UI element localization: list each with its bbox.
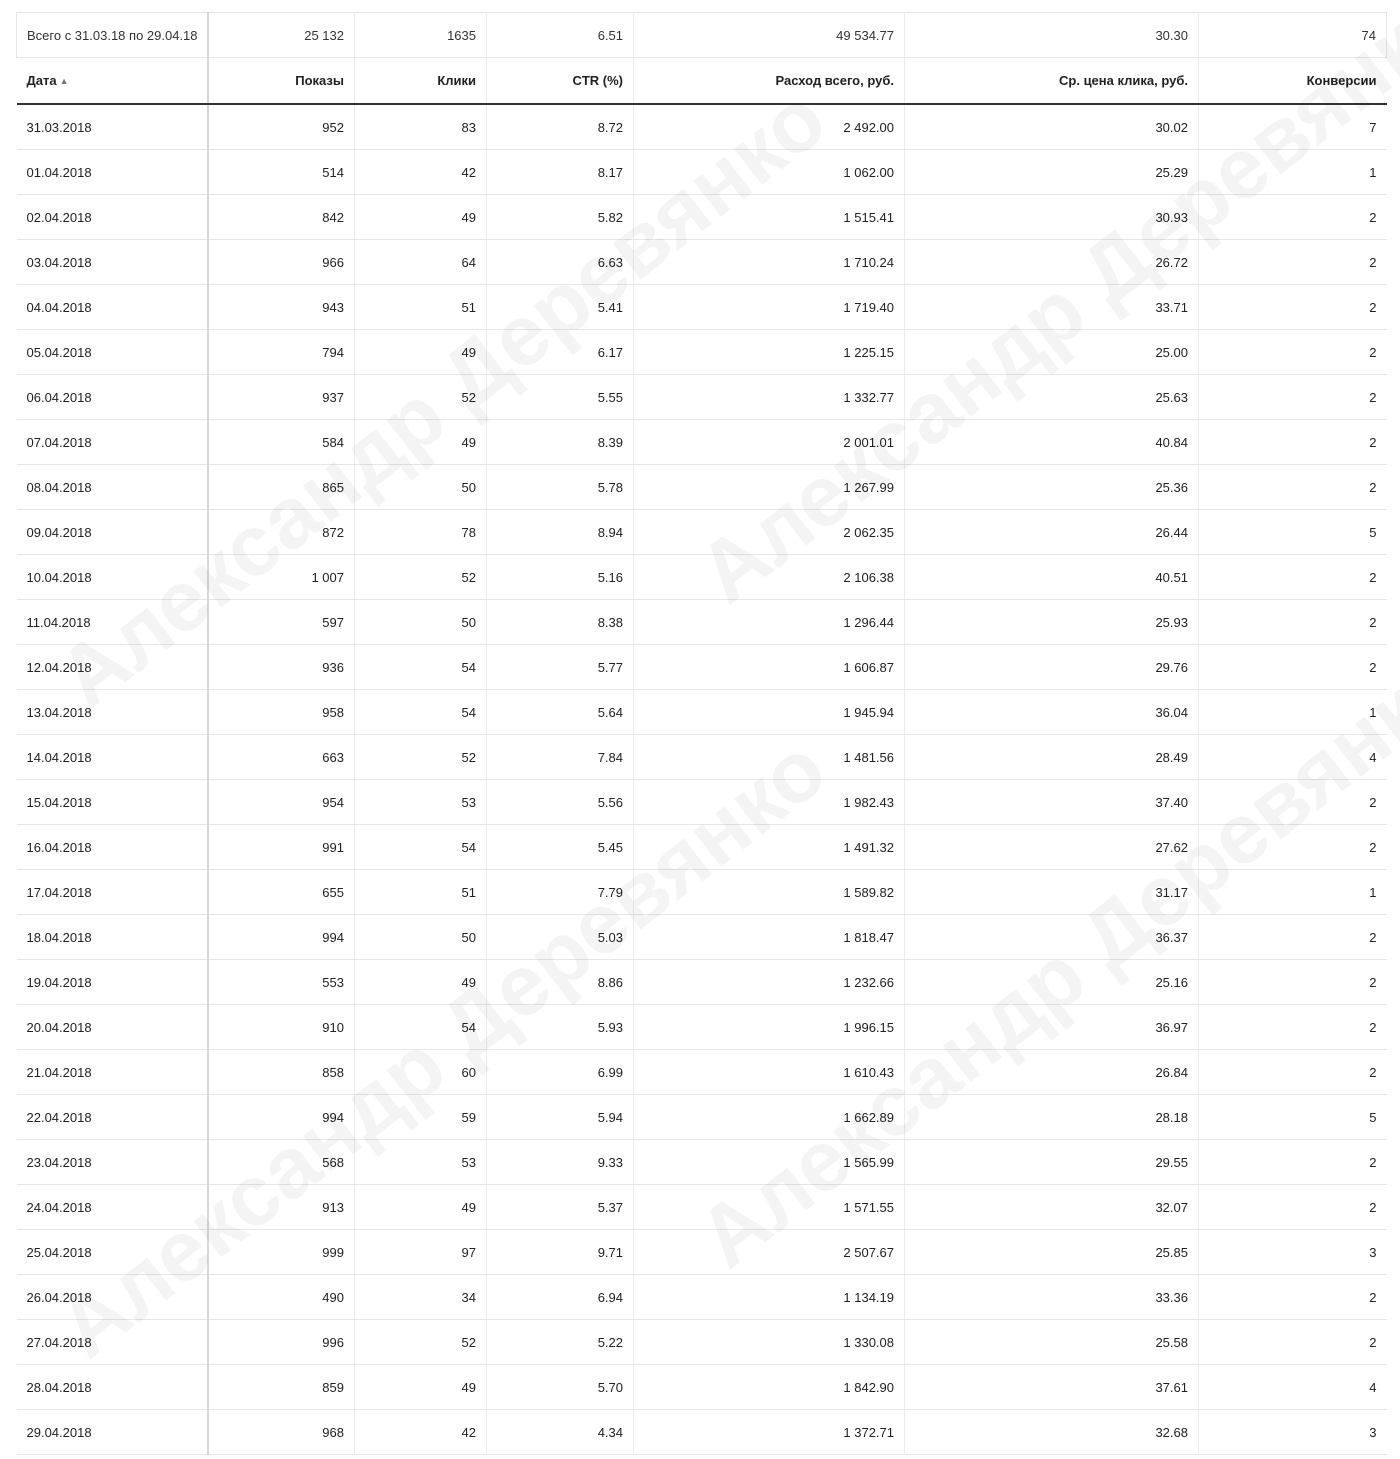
cell-date: 05.04.2018 (17, 330, 208, 375)
cell-impressions: 1 007 (208, 555, 355, 600)
cell-impressions: 991 (208, 825, 355, 870)
cell-avg-cpc: 33.36 (905, 1275, 1199, 1320)
cell-date: 14.04.2018 (17, 735, 208, 780)
cell-spend: 2 492.00 (634, 104, 905, 150)
column-header-clicks[interactable]: Клики (355, 58, 487, 105)
cell-impressions: 936 (208, 645, 355, 690)
table-row (17, 690, 1387, 735)
cell-date: 25.04.2018 (17, 1230, 208, 1275)
cell-date: 21.04.2018 (17, 1050, 208, 1095)
cell-spend: 1 134.19 (634, 1275, 905, 1320)
cell-date: 27.04.2018 (17, 1320, 208, 1365)
cell-clicks: 49 (355, 330, 487, 375)
cell-avg-cpc: 33.71 (905, 285, 1199, 330)
cell-spend: 1 267.99 (634, 465, 905, 510)
cell-clicks: 42 (355, 150, 487, 195)
cell-spend: 1 710.24 (634, 240, 905, 285)
cell-ctr: 8.86 (487, 960, 634, 1005)
cell-clicks: 54 (355, 1005, 487, 1050)
cell-date: 31.03.2018 (17, 104, 208, 150)
cell-clicks: 53 (355, 1140, 487, 1185)
cell-impressions: 794 (208, 330, 355, 375)
cell-clicks: 54 (355, 825, 487, 870)
cell-clicks: 49 (355, 960, 487, 1005)
cell-date: 09.04.2018 (17, 510, 208, 555)
cell-date: 04.04.2018 (17, 285, 208, 330)
cell-avg-cpc: 28.49 (905, 735, 1199, 780)
cell-date: 02.04.2018 (17, 195, 208, 240)
totals-ctr: 6.51 (487, 13, 634, 58)
cell-impressions: 913 (208, 1185, 355, 1230)
cell-impressions: 842 (208, 195, 355, 240)
cell-date: 13.04.2018 (17, 690, 208, 735)
cell-conversions: 2 (1199, 780, 1387, 825)
cell-clicks: 51 (355, 285, 487, 330)
table-row (17, 195, 1387, 240)
cell-avg-cpc: 25.85 (905, 1230, 1199, 1275)
cell-avg-cpc: 29.55 (905, 1140, 1199, 1185)
cell-clicks: 42 (355, 1410, 487, 1455)
table-row (17, 1140, 1387, 1185)
cell-ctr: 6.17 (487, 330, 634, 375)
cell-impressions: 910 (208, 1005, 355, 1050)
cell-ctr: 5.93 (487, 1005, 634, 1050)
cell-conversions: 4 (1199, 735, 1387, 780)
cell-date: 22.04.2018 (17, 1095, 208, 1140)
cell-spend: 1 515.41 (634, 195, 905, 240)
table-row (17, 735, 1387, 780)
cell-ctr: 5.55 (487, 375, 634, 420)
cell-impressions: 954 (208, 780, 355, 825)
cell-avg-cpc: 36.04 (905, 690, 1199, 735)
cell-ctr: 9.33 (487, 1140, 634, 1185)
cell-avg-cpc: 37.61 (905, 1365, 1199, 1410)
cell-avg-cpc: 36.97 (905, 1005, 1199, 1050)
cell-conversions: 2 (1199, 195, 1387, 240)
cell-avg-cpc: 37.40 (905, 780, 1199, 825)
table-row (17, 960, 1387, 1005)
cell-spend: 1 982.43 (634, 780, 905, 825)
cell-spend: 1 330.08 (634, 1320, 905, 1365)
table-row (17, 240, 1387, 285)
cell-date: 29.04.2018 (17, 1410, 208, 1455)
cell-conversions: 2 (1199, 1320, 1387, 1365)
cell-impressions: 663 (208, 735, 355, 780)
cell-avg-cpc: 26.72 (905, 240, 1199, 285)
cell-ctr: 5.37 (487, 1185, 634, 1230)
cell-conversions: 3 (1199, 1410, 1387, 1455)
totals-impressions: 25 132 (208, 13, 355, 58)
cell-spend: 1 589.82 (634, 870, 905, 915)
table-row (17, 150, 1387, 195)
cell-impressions: 958 (208, 690, 355, 735)
cell-date: 01.04.2018 (17, 150, 208, 195)
cell-conversions: 2 (1199, 600, 1387, 645)
cell-impressions: 490 (208, 1275, 355, 1320)
cell-spend: 1 842.90 (634, 1365, 905, 1410)
cell-spend: 1 945.94 (634, 690, 905, 735)
cell-ctr: 5.41 (487, 285, 634, 330)
cell-ctr: 7.84 (487, 735, 634, 780)
cell-date: 10.04.2018 (17, 555, 208, 600)
cell-impressions: 858 (208, 1050, 355, 1095)
totals-row (17, 13, 1387, 58)
totals-label: Всего с 31.03.18 по 29.04.18 (17, 13, 208, 58)
cell-spend: 1 610.43 (634, 1050, 905, 1095)
cell-date: 18.04.2018 (17, 915, 208, 960)
cell-spend: 1 225.15 (634, 330, 905, 375)
cell-ctr: 9.71 (487, 1230, 634, 1275)
cell-spend: 2 106.38 (634, 555, 905, 600)
cell-ctr: 8.39 (487, 420, 634, 465)
cell-clicks: 52 (355, 1320, 487, 1365)
cell-clicks: 52 (355, 555, 487, 600)
cell-avg-cpc: 25.16 (905, 960, 1199, 1005)
cell-ctr: 6.63 (487, 240, 634, 285)
sort-ascending-icon: ▲ (59, 76, 69, 86)
table-row (17, 1185, 1387, 1230)
cell-ctr: 6.94 (487, 1275, 634, 1320)
cell-clicks: 54 (355, 645, 487, 690)
table-row (17, 825, 1387, 870)
cell-impressions: 514 (208, 150, 355, 195)
cell-spend: 1 719.40 (634, 285, 905, 330)
cell-conversions: 2 (1199, 1185, 1387, 1230)
cell-conversions: 2 (1199, 375, 1387, 420)
table-row (17, 420, 1387, 465)
cell-conversions: 2 (1199, 915, 1387, 960)
cell-avg-cpc: 25.29 (905, 150, 1199, 195)
table-body (17, 104, 1387, 1455)
cell-impressions: 655 (208, 870, 355, 915)
table-row (17, 1050, 1387, 1095)
cell-impressions: 952 (208, 104, 355, 150)
cell-avg-cpc: 25.93 (905, 600, 1199, 645)
cell-date: 06.04.2018 (17, 375, 208, 420)
cell-impressions: 859 (208, 1365, 355, 1410)
cell-clicks: 54 (355, 690, 487, 735)
cell-conversions: 7 (1199, 104, 1387, 150)
totals-conversions: 74 (1199, 13, 1387, 58)
cell-conversions: 1 (1199, 690, 1387, 735)
cell-conversions: 2 (1199, 1275, 1387, 1320)
cell-spend: 1 481.56 (634, 735, 905, 780)
cell-impressions: 999 (208, 1230, 355, 1275)
cell-conversions: 2 (1199, 420, 1387, 465)
table-row (17, 1230, 1387, 1275)
cell-conversions: 2 (1199, 960, 1387, 1005)
cell-clicks: 64 (355, 240, 487, 285)
table-row (17, 645, 1387, 690)
cell-clicks: 49 (355, 420, 487, 465)
cell-avg-cpc: 40.51 (905, 555, 1199, 600)
cell-clicks: 83 (355, 104, 487, 150)
cell-impressions: 996 (208, 1320, 355, 1365)
cell-ctr: 5.94 (487, 1095, 634, 1140)
cell-spend: 1 662.89 (634, 1095, 905, 1140)
cell-clicks: 51 (355, 870, 487, 915)
cell-conversions: 4 (1199, 1365, 1387, 1410)
table-row (17, 780, 1387, 825)
cell-conversions: 2 (1199, 285, 1387, 330)
cell-avg-cpc: 32.68 (905, 1410, 1199, 1455)
cell-avg-cpc: 25.00 (905, 330, 1199, 375)
cell-avg-cpc: 36.37 (905, 915, 1199, 960)
table-row (17, 510, 1387, 555)
statistics-table (16, 12, 1387, 1455)
cell-ctr: 8.94 (487, 510, 634, 555)
cell-clicks: 60 (355, 1050, 487, 1095)
totals-clicks: 1635 (355, 13, 487, 58)
cell-avg-cpc: 30.02 (905, 104, 1199, 150)
cell-clicks: 49 (355, 195, 487, 240)
cell-impressions: 568 (208, 1140, 355, 1185)
cell-spend: 1 062.00 (634, 150, 905, 195)
cell-avg-cpc: 28.18 (905, 1095, 1199, 1140)
cell-conversions: 2 (1199, 330, 1387, 375)
table-row (17, 104, 1387, 150)
cell-conversions: 5 (1199, 510, 1387, 555)
cell-spend: 2 507.67 (634, 1230, 905, 1275)
cell-clicks: 49 (355, 1365, 487, 1410)
table-row (17, 1005, 1387, 1050)
cell-clicks: 34 (355, 1275, 487, 1320)
cell-conversions: 2 (1199, 1140, 1387, 1185)
cell-conversions: 2 (1199, 555, 1387, 600)
cell-spend: 2 062.35 (634, 510, 905, 555)
cell-conversions: 1 (1199, 150, 1387, 195)
cell-date: 28.04.2018 (17, 1365, 208, 1410)
cell-date: 11.04.2018 (17, 600, 208, 645)
cell-ctr: 8.38 (487, 600, 634, 645)
cell-date: 24.04.2018 (17, 1185, 208, 1230)
cell-impressions: 994 (208, 915, 355, 960)
cell-impressions: 865 (208, 465, 355, 510)
table-row (17, 600, 1387, 645)
cell-impressions: 994 (208, 1095, 355, 1140)
cell-conversions: 2 (1199, 465, 1387, 510)
cell-ctr: 5.64 (487, 690, 634, 735)
cell-date: 15.04.2018 (17, 780, 208, 825)
column-header-conversions[interactable]: Конверсии (1199, 58, 1387, 105)
cell-avg-cpc: 32.07 (905, 1185, 1199, 1230)
cell-conversions: 5 (1199, 1095, 1387, 1140)
cell-avg-cpc: 31.17 (905, 870, 1199, 915)
table-row (17, 1365, 1387, 1410)
cell-ctr: 6.99 (487, 1050, 634, 1095)
column-header-row (17, 58, 1387, 105)
cell-ctr: 5.70 (487, 1365, 634, 1410)
cell-impressions: 872 (208, 510, 355, 555)
totals-avg-cpc: 30.30 (905, 13, 1199, 58)
cell-avg-cpc: 40.84 (905, 420, 1199, 465)
cell-spend: 1 818.47 (634, 915, 905, 960)
cell-impressions: 943 (208, 285, 355, 330)
cell-spend: 1 332.77 (634, 375, 905, 420)
cell-spend: 1 571.55 (634, 1185, 905, 1230)
cell-date: 23.04.2018 (17, 1140, 208, 1185)
table-row (17, 375, 1387, 420)
cell-ctr: 5.03 (487, 915, 634, 960)
table-row (17, 330, 1387, 375)
cell-clicks: 50 (355, 915, 487, 960)
cell-impressions: 968 (208, 1410, 355, 1455)
cell-conversions: 2 (1199, 240, 1387, 285)
cell-clicks: 97 (355, 1230, 487, 1275)
cell-date: 03.04.2018 (17, 240, 208, 285)
cell-date: 26.04.2018 (17, 1275, 208, 1320)
cell-spend: 1 996.15 (634, 1005, 905, 1050)
table-row (17, 1320, 1387, 1365)
cell-date: 12.04.2018 (17, 645, 208, 690)
cell-spend: 1 232.66 (634, 960, 905, 1005)
cell-spend: 1 372.71 (634, 1410, 905, 1455)
cell-ctr: 8.72 (487, 104, 634, 150)
cell-conversions: 3 (1199, 1230, 1387, 1275)
cell-conversions: 2 (1199, 645, 1387, 690)
cell-date: 20.04.2018 (17, 1005, 208, 1050)
cell-impressions: 937 (208, 375, 355, 420)
cell-ctr: 4.34 (487, 1410, 634, 1455)
cell-conversions: 2 (1199, 825, 1387, 870)
cell-clicks: 78 (355, 510, 487, 555)
table-row (17, 285, 1387, 330)
cell-date: 08.04.2018 (17, 465, 208, 510)
cell-date: 17.04.2018 (17, 870, 208, 915)
table-row (17, 1410, 1387, 1455)
cell-clicks: 49 (355, 1185, 487, 1230)
cell-clicks: 50 (355, 465, 487, 510)
cell-date: 07.04.2018 (17, 420, 208, 465)
cell-ctr: 8.17 (487, 150, 634, 195)
cell-avg-cpc: 25.63 (905, 375, 1199, 420)
cell-ctr: 7.79 (487, 870, 634, 915)
cell-avg-cpc: 26.44 (905, 510, 1199, 555)
column-header-date[interactable] (17, 58, 208, 105)
cell-conversions: 1 (1199, 870, 1387, 915)
cell-date: 16.04.2018 (17, 825, 208, 870)
cell-avg-cpc: 27.62 (905, 825, 1199, 870)
table-row (17, 555, 1387, 600)
column-header-avg-cpc[interactable]: Ср. цена клика, руб. (905, 58, 1199, 105)
cell-spend: 1 565.99 (634, 1140, 905, 1185)
table-row (17, 1095, 1387, 1140)
cell-ctr: 5.82 (487, 195, 634, 240)
column-header-date-label: Дата (26, 73, 57, 88)
cell-avg-cpc: 26.84 (905, 1050, 1199, 1095)
totals-spend: 49 534.77 (634, 13, 905, 58)
cell-date: 19.04.2018 (17, 960, 208, 1005)
cell-ctr: 5.16 (487, 555, 634, 600)
cell-avg-cpc: 25.58 (905, 1320, 1199, 1365)
cell-impressions: 584 (208, 420, 355, 465)
cell-ctr: 5.77 (487, 645, 634, 690)
cell-avg-cpc: 30.93 (905, 195, 1199, 240)
cell-ctr: 5.56 (487, 780, 634, 825)
cell-conversions: 2 (1199, 1050, 1387, 1095)
cell-clicks: 59 (355, 1095, 487, 1140)
cell-ctr: 5.78 (487, 465, 634, 510)
cell-impressions: 966 (208, 240, 355, 285)
column-header-spend[interactable]: Расход всего, руб. (634, 58, 905, 105)
table-row (17, 1275, 1387, 1320)
cell-clicks: 52 (355, 735, 487, 780)
cell-impressions: 597 (208, 600, 355, 645)
cell-spend: 1 491.32 (634, 825, 905, 870)
cell-impressions: 553 (208, 960, 355, 1005)
cell-clicks: 53 (355, 780, 487, 825)
cell-clicks: 50 (355, 600, 487, 645)
table-row (17, 870, 1387, 915)
cell-avg-cpc: 29.76 (905, 645, 1199, 690)
cell-conversions: 2 (1199, 1005, 1387, 1050)
cell-clicks: 52 (355, 375, 487, 420)
table-row (17, 465, 1387, 510)
cell-avg-cpc: 25.36 (905, 465, 1199, 510)
cell-spend: 2 001.01 (634, 420, 905, 465)
cell-ctr: 5.22 (487, 1320, 634, 1365)
cell-spend: 1 296.44 (634, 600, 905, 645)
cell-ctr: 5.45 (487, 825, 634, 870)
column-header-impressions[interactable]: Показы (208, 58, 355, 105)
column-header-ctr[interactable]: CTR (%) (487, 58, 634, 105)
table-row (17, 915, 1387, 960)
cell-spend: 1 606.87 (634, 645, 905, 690)
